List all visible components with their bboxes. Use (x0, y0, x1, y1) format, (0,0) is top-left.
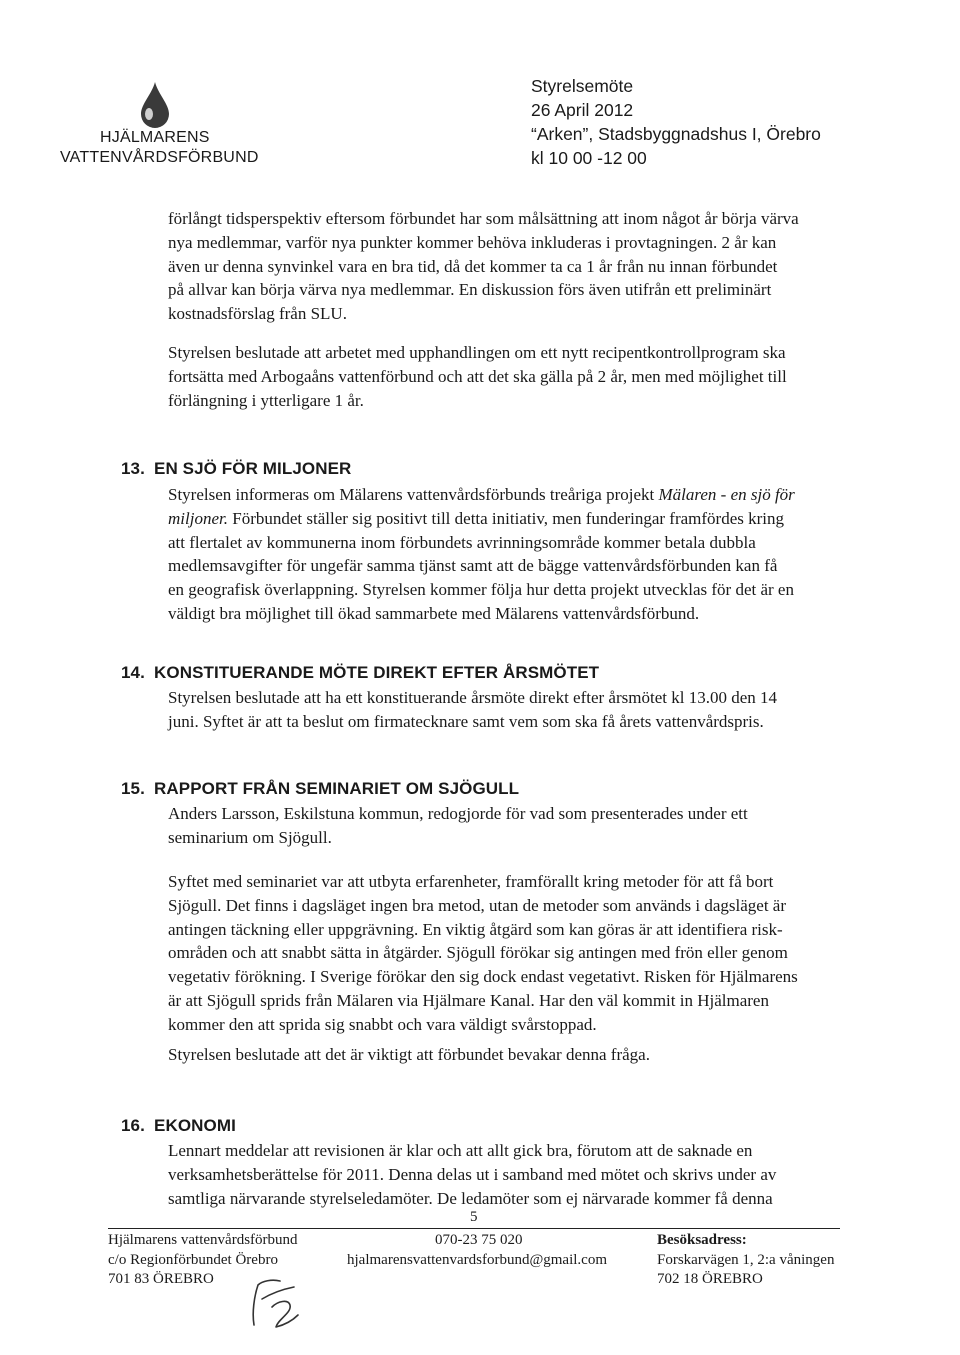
footer-email: hjalmarensvattenvardsforbund@gmail.com (347, 1251, 607, 1268)
section-number: 13. (121, 459, 145, 478)
section-16-paragraph (168, 1139, 868, 1210)
handwritten-initials (232, 1277, 312, 1331)
paragraph-line: förlängning i ytterligare 1 år. (168, 390, 364, 410)
section-15-paragraph-3 (168, 1043, 868, 1067)
paragraph-line: verksamhetsberättelse för 2011. Denna delas ut i samband med mötet och skrivs under av (168, 1164, 777, 1184)
paragraph-line: Styrelsen beslutade att det är viktigt att förbundet bevakar denna fråga. (168, 1045, 650, 1064)
section-title: EN SJÖ FÖR MILJONER (154, 459, 352, 478)
line-text: Förbundet ställer sig positivt till detta initiativ, men funderingar framfördes kring (227, 508, 784, 528)
paragraph-line: antingen täckning eller uppgrävning. En viktig åtgärd som kan göras är att identifiera risk- (168, 919, 783, 939)
line-text: Styrelsen informeras om Mälarens vattenvårdsförbunds treåriga projekt (168, 485, 659, 504)
water-drop-icon (138, 80, 172, 130)
decision-paragraph (168, 341, 868, 412)
org-name-line1: HJÄLMARENS (100, 129, 210, 146)
project-name-italic: Mälaren - en sjö för (658, 485, 795, 504)
paragraph-line: områden och att snabbt sätta in åtgärder. Sjögull förökar sig antingen med frön eller genom (168, 943, 788, 963)
continuation-paragraph (168, 207, 868, 326)
paragraph-line: även ur denna synvinkel vara en bra tid, då det kommer ta ca 1 år från nu innan förbundet (168, 256, 778, 276)
section-title: EKONOMI (154, 1116, 236, 1135)
paragraph-line: Lennart meddelar att revisionen är klar och att allt gick bra, förutom att de saknade en (168, 1141, 753, 1160)
meeting-time: kl 10 00 -12 00 (531, 148, 647, 168)
footer-visit-address (657, 1231, 834, 1290)
meeting-title: Styrelsemöte (531, 76, 634, 96)
section-15-paragraph-1 (168, 802, 868, 850)
paragraph-line: är att Sjögull sprids från Mälaren via Hjälmare Kanal. Har den väl kommit in Hjälmaren (168, 990, 769, 1010)
section-15-paragraph-2 (168, 870, 868, 1037)
paragraph-line: juni. Syftet är att ta beslut om firmatecknare samt vem som ska få årets vattenvårdspris. (168, 711, 764, 731)
section-number: 16. (121, 1116, 145, 1135)
paragraph-line: fortsätta med Arbogaåns vattenförbund och att det ska gälla på 2 år, men med möjlighet till (168, 366, 787, 386)
footer-visit-street: Forskarvägen 1, 2:a våningen (657, 1251, 835, 1268)
paragraph-line: Styrelsen beslutade att arbetet med upphandlingen om ett nytt recipentkontrollprogram ska (168, 343, 786, 362)
footer-divider (108, 1228, 840, 1229)
paragraph-line: nya medlemmar, varför nya punkter kommer behöva inkluderas i provtagningen. 2 år kan (168, 232, 777, 252)
paragraph-line: vegetativ förökning. I Sverige förökar den sig dock endast vegetativt. Risken för Hjälmarens (168, 967, 798, 987)
paragraph-line: samtliga närvarande styrelseledamöter. De ledamöter som ej närvarade kommer få denna (168, 1188, 773, 1208)
paragraph-line: en geografisk överlappning. Styrelsen kommer följa hur detta projekt utvecklas för det är en (168, 580, 794, 600)
section-13-paragraph (168, 483, 868, 626)
paragraph-line: Anders Larsson, Eskilstuna kommun, redogjorde för vad som presenterades under ett (168, 804, 748, 823)
paragraph-line: Syftet med seminariet var att utbyta erfarenheter, framförallt kring metoder för att få bort (168, 872, 774, 891)
section-number: 14. (121, 663, 145, 682)
section-14-paragraph (168, 686, 868, 734)
meeting-date: 26 April 2012 (531, 100, 634, 120)
footer-visit-postal: 702 18 ÖREBRO (657, 1271, 763, 1287)
section-heading-13 (121, 459, 351, 479)
section-heading-16 (121, 1116, 236, 1136)
paragraph-line: kommer den att sprida sig snabbt och vara väldigt svårstoppad. (168, 1014, 597, 1034)
section-number: 15. (121, 779, 145, 798)
project-name-italic: miljoner. (168, 508, 228, 528)
footer-org-name: Hjälmarens vattenvårdsförbund (108, 1232, 298, 1248)
paragraph-line: medlemsavgifter för ungefär samma tjänst samt att de bägge vattenvårdsförbunden kan få (168, 556, 778, 576)
paragraph-line: Styrelsen beslutade att ha ett konstituerande årsmöte direkt efter årsmötet kl 13.00 den 14 (168, 688, 777, 707)
org-name-line2: VATTENVÅRDSFÖRBUND (60, 149, 259, 166)
paragraph-line (168, 483, 868, 507)
footer-org-postal: 701 83 ÖREBRO (108, 1271, 214, 1287)
page-number: 5 (470, 1209, 478, 1225)
paragraph-line (168, 507, 868, 531)
paragraph-line: på allvar kan börja värva nya medlemmar. En diskussion förs även utifrån ett preliminärt (168, 280, 772, 300)
paragraph-line: kostnadsförslag från SLU. (168, 304, 347, 324)
paragraph-line: förlångt tidsperspektiv eftersom förbundet har som målsättning att inom något år börja värva (168, 209, 799, 228)
section-title: KONSTITUERANDE MÖTE DIREKT EFTER ÅRSMÖTET (154, 663, 600, 682)
footer-visit-label: Besöksadress: (657, 1232, 747, 1248)
paragraph-line: Sjögull. Det finns i dagsläget ingen bra metod, utan de metoder som används i dagsläget är (168, 895, 786, 915)
paragraph-line: att flertalet av kommunerna inom förbundets avrinningsområde kommer betala dubbla (168, 532, 756, 552)
meeting-place: “Arken”, Stadsbyggnadshus I, Örebro (531, 124, 821, 144)
footer-org-co: c/o Regionförbundet Örebro (108, 1251, 278, 1268)
section-title: RAPPORT FRÅN SEMINARIET OM SJÖGULL (154, 779, 520, 798)
section-heading-14 (121, 663, 599, 683)
paragraph-line: väldigt bra möjlighet till ökad sammarbete med Mälarens vattenvårdsförbund. (168, 603, 700, 623)
footer-phone: 070-23 75 020 (435, 1232, 523, 1248)
section-heading-15 (121, 779, 519, 799)
paragraph-line: seminarium om Sjögull. (168, 827, 332, 847)
footer-contact (347, 1231, 607, 1270)
